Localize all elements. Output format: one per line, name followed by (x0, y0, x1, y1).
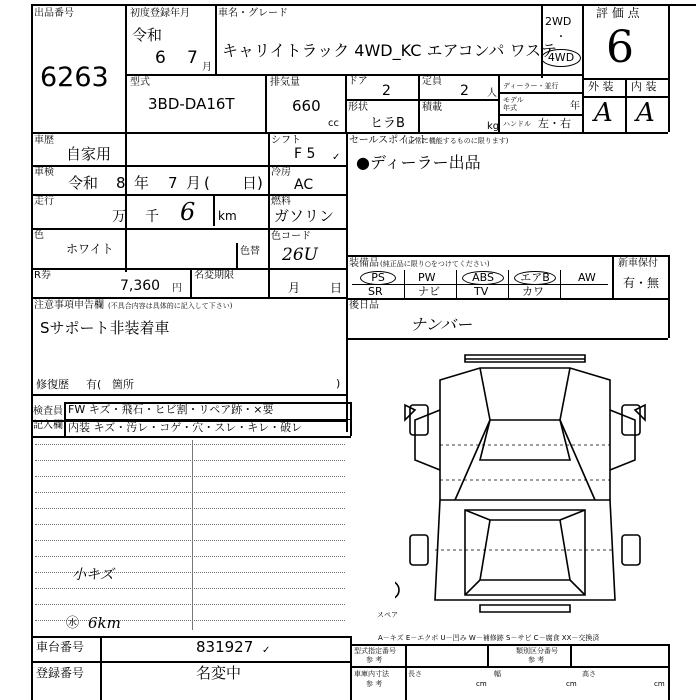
mileage-sen: 千 (145, 209, 159, 225)
displacement-value: 660 (292, 97, 321, 115)
shift-label: シフト (271, 135, 301, 146)
load-label: 積載 (422, 102, 442, 113)
repair-history-value: 有( (86, 378, 102, 391)
handnote-scratch: 小キズ (72, 567, 114, 583)
color-code-label: 色コード (271, 231, 311, 242)
inspector-label-2: 記入欄 (33, 420, 63, 431)
garage-length-unit: cm (476, 680, 487, 688)
equipment-aw: AW (578, 271, 596, 284)
model-year-label-2: 年式 (503, 104, 517, 112)
cooling-value: AC (294, 177, 314, 193)
garage-width-label: 幅 (494, 670, 501, 678)
lot-label: 出品番号 (34, 8, 74, 19)
equipment-tv: TV (474, 285, 489, 298)
score-label: 評 価 点 (596, 6, 640, 20)
equipment-abs: ABS (462, 271, 504, 285)
notes-text: Sサポート非装着車 (40, 319, 170, 337)
inspection-day-unit: 日) (242, 174, 263, 192)
door-value: 2 (382, 83, 391, 99)
handle-value: 左・右 (538, 117, 571, 130)
inspection-label: 車検 (34, 167, 54, 178)
model-spec-ref: 参 考 (366, 656, 383, 664)
garage-height-label: 高さ (582, 670, 596, 678)
score-value: 6 (606, 22, 634, 73)
door-label: ドア (348, 76, 368, 87)
shift-check: ✓ (332, 152, 341, 163)
exterior-label: 外 装 (588, 80, 614, 93)
shift-value: F 5 (294, 146, 316, 162)
mileage-man: 万 (112, 209, 126, 225)
transfer-month-unit: 月 (288, 281, 301, 295)
garage-size-label: 車庫内寸法 (354, 670, 389, 678)
notes-sub: (不具合内容は具体的に記入して下さい) (108, 302, 233, 310)
model-label: 型式 (130, 77, 150, 88)
inspection-month: 7 (168, 174, 178, 192)
class-spec-ref: 参 考 (528, 656, 545, 664)
inspection-year: 8 (116, 174, 126, 192)
mileage-unit: km (218, 209, 237, 223)
sales-point-label: セールスポイント (349, 135, 429, 146)
car-name: キャリイトラック 4WD_KC エアコンパ ワステ (222, 41, 557, 60)
garage-length-label: 長さ (408, 670, 422, 678)
interior-grade: A (636, 98, 655, 128)
first-reg-month: 7 (187, 48, 198, 68)
interior-label: 内 装 (631, 80, 657, 93)
garage-width-unit: cm (566, 680, 577, 688)
inspection-year-unit: 年 (134, 174, 150, 192)
cooling-label: 冷房 (271, 167, 291, 178)
capacity-value: 2 (460, 83, 469, 99)
handnote-odometer: 6km (88, 614, 121, 632)
handnote-odometer-mark: ㊌ (66, 616, 80, 631)
year-unit: 年 (570, 101, 580, 112)
class-spec-label: 類別区分番号 (516, 647, 558, 655)
inspector-row-2: 内装 キズ・汚レ・コゲ・穴・スレ・キレ・破レ (68, 421, 303, 434)
transfer-deadline-label: 名変期限 (194, 270, 234, 281)
fuel-value: ガソリン (274, 207, 335, 225)
notes-label: 注意事項申告欄 (34, 300, 104, 311)
equipment-airbag: エアB (514, 271, 556, 285)
capacity-label: 定員 (422, 76, 442, 87)
displacement-label: 排気量 (270, 77, 300, 88)
vehicle-diagram (395, 350, 655, 620)
new-car-warranty-label: 新車保付 (618, 258, 658, 269)
chassis-label: 車台番号 (36, 640, 85, 654)
equipment-leather: カワ (522, 285, 544, 298)
recycle-label: R券 (34, 270, 51, 281)
color-value: ホワイト (66, 242, 114, 256)
color-code-value: 26U (282, 245, 318, 265)
repair-history-suffix: 箇所 (112, 378, 134, 391)
registration-label: 登録番号 (36, 666, 85, 680)
damage-legend: A－キズ E－エクボ U－凹み W－補修跡 S－サビ C－腐食 XX－交換済 (378, 634, 600, 642)
sales-point-note: (正常に機能するものに限ります) (405, 137, 509, 145)
repair-history-label: 修復歴 (36, 378, 69, 391)
first-reg-era: 令和 (132, 26, 163, 44)
model-spec-label: 型式指定番号 (354, 647, 396, 655)
shape-value: ヒラB (370, 116, 405, 131)
color-label: 色 (34, 230, 44, 241)
model-year-label-1: モデル (503, 96, 524, 104)
fuel-label: 燃料 (271, 196, 291, 207)
inspection-month-unit: 月 (186, 174, 202, 192)
registration-value: 名変中 (196, 664, 242, 682)
equipment-note: (純正品に限り○をつけてください) (380, 260, 490, 268)
drive-4wd-circled: 4WD (541, 49, 581, 67)
person-unit: 人 (487, 88, 497, 99)
mileage-label: 走行 (34, 196, 54, 207)
car-name-label: 車名・グレード (218, 8, 288, 19)
chassis-number: 831927 (196, 638, 254, 656)
color-change-label: 色替 (240, 246, 260, 257)
drive-separator: ・ (556, 32, 566, 43)
equipment-sr: SR (368, 285, 383, 298)
equipment-navi: ナビ (418, 285, 440, 298)
spare-label: スペア (377, 611, 398, 619)
lot-number: 6263 (40, 62, 109, 93)
recycle-yen: 円 (172, 283, 182, 294)
exterior-grade: A (594, 98, 613, 128)
first-reg-label: 初度登録年月 (130, 8, 190, 19)
garage-size-ref: 参 考 (366, 680, 383, 688)
repair-history-close: ) (336, 377, 341, 390)
shape-label: 形状 (348, 102, 368, 113)
model-value: 3BD-DA16T (148, 95, 235, 113)
first-reg-month-unit: 月 (202, 62, 212, 73)
chassis-check: ✓ (262, 645, 271, 656)
first-reg-year: 6 (155, 48, 166, 68)
drive-2wd: 2WD (545, 15, 572, 28)
transfer-day-unit: 日 (330, 281, 343, 295)
inspector-row-1: FW キズ・飛石・ヒビ割・リペア跡・×要 (68, 403, 274, 416)
equipment-ps: PS (360, 271, 396, 285)
recycle-amount: 7,360 (120, 278, 161, 294)
handle-label: ハンドル (503, 120, 531, 128)
inspection-day-open: ( (204, 174, 210, 192)
kg-unit: kg (487, 121, 500, 132)
history-value: 自家用 (66, 145, 112, 163)
history-label: 車歴 (34, 135, 54, 146)
new-car-warranty-value: 有・無 (623, 276, 660, 290)
after-items-handwritten: ナンバー (410, 315, 473, 334)
cc-unit: cc (328, 118, 339, 129)
inspection-era: 令和 (68, 174, 99, 192)
mileage-value: 6 (180, 198, 196, 226)
inspector-label-1: 検査員 (33, 406, 63, 417)
equipment-label: 装備品 (349, 258, 379, 269)
sales-point-value: ●ディーラー出品 (356, 153, 481, 172)
after-items-label: 後日品 (349, 300, 379, 311)
garage-height-unit: cm (654, 680, 665, 688)
equipment-pw: PW (418, 271, 436, 284)
dealer-label: ディーラー・並行 (503, 82, 559, 90)
